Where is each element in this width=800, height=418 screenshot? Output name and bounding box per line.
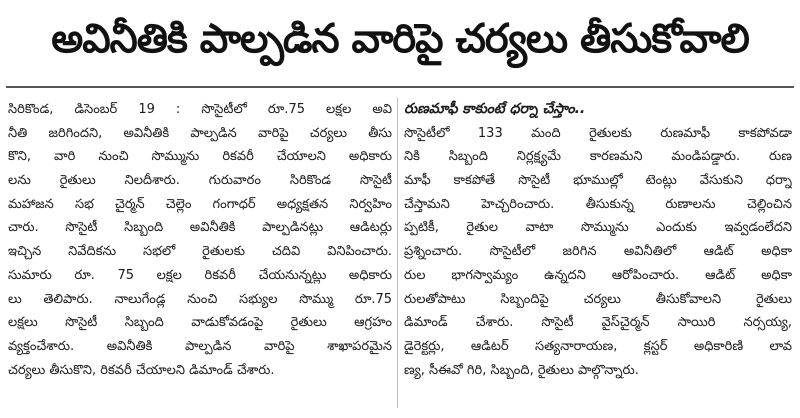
left-column (8, 98, 392, 410)
subheading: రుణమాఫీ కాకుంటే ధర్నా చేస్తాం.. (404, 101, 586, 117)
left-column-line: చారు. సొసైటీ సిబ్బంది అవినీతికి పాల్పడినట్లు ఆడిటర్లు (8, 220, 392, 236)
right-column (404, 98, 792, 410)
right-column-line: నికి సిబ్బంది నిర్లక్ష్యమే కారణమని మండిపడ్డారు. రుణ (404, 149, 792, 165)
right-column-line: రుల భాగస్వామ్యం ఉన్నదని ఆరోపించారు. ఆడిట్ అధికా (404, 267, 792, 283)
right-column-line: ప్రశ్నించారు. సొసైటీలో జరిగిన అవినీతిలో ఆడిట్ అధికా (404, 244, 792, 260)
right-column-line: డిమాండ్ చేశారు. సొసైటీ వైస్‌చైర్మన్ సాయిరి నర్సయ్య, (404, 315, 792, 331)
left-column-line: సిరికొండ, డిసెంబర్ 19 : సొసైటీలో రూ.75 లక్షల అవి (8, 102, 392, 117)
right-column-line: మాఫీ కాకపోతే సొసైటీ భూముల్లో టెంట్లు వేసుకుని ధర్నా (404, 173, 792, 189)
left-column-line: సుమారు రూ. 75 లక్షల రికవరీ చేయనున్నట్లు అధికారు (8, 267, 392, 283)
headline-rule (6, 86, 794, 88)
right-column-line: ణ్య, సీఈవో గిరి, సిబ్బంది, రైతులు పాల్గొన్నారు. (404, 362, 639, 378)
left-column-line: ఇచ్చిన నివేదికను సభలో రైతులకు చదివి వినిపించారు. (8, 244, 392, 260)
right-column-line: డైరెక్టర్లు, ఆడిటర్ సత్యనారాయణ, క్లస్టర్ అధికారిణి లావ (404, 338, 792, 354)
left-column-line: లను రైతులు నిలదీశారు. గురువారం సిరికొండ సొసైటీ (8, 173, 392, 189)
left-column-line: కొని, వారి నుంచి సొమ్మును రికవరీ చేయాలని అధికారు (8, 149, 392, 165)
left-column-line: నీతి జరిగిందని, అవినీతికి పాల్పడిన వారిపై చర్యలు తీసు (8, 125, 392, 141)
right-column-line: చేస్తామని హెచ్చరించారు. తీసుకున్న రుణాలను చెల్లించిన (404, 196, 792, 212)
left-column-line: లక్షలు సొసైటీ సిబ్బంది వాడుకోవడంపై రైతులు ఆగ్రహం (8, 315, 392, 331)
article-headline: అవినీతికి పాల్పడిన వారిపై చర్యలు తీసుకోవాలి (51, 16, 749, 62)
left-column-line: వ్యక్తంచేశారు. అవినీతికి పాల్పడిన వారిపై శాఖాపరమైన (8, 338, 392, 354)
left-column-line: చర్యలు తీసుకొని, రికవరీ చేయాలని డిమాండ్ చేశారు. (8, 362, 275, 378)
right-column-line: రులతోపాటు సిబ్బందిపై చర్యలు తీసుకోవాలని రైతులు (404, 291, 792, 307)
left-column-line: లు తెలిపారు. నాలుగేండ్ల నుంచి సభ్యుల సొమ్ము రూ.75 (8, 291, 392, 307)
left-column-line: మహాజన సభ చైర్మన్ చెల్లెం గంగాధర్ అధ్యక్షతన నిర్వహిం (8, 196, 392, 212)
column-divider (397, 98, 398, 408)
right-column-line: సొసైటీలో 133 మంది రైతులకు రుణమాఫీ కాకపోవడా (404, 125, 792, 141)
right-column-line: ప్పటికీ, రైతుల వాటా సొమ్మును ఎందుకు ఇవ్వడంలేదని (404, 220, 792, 236)
